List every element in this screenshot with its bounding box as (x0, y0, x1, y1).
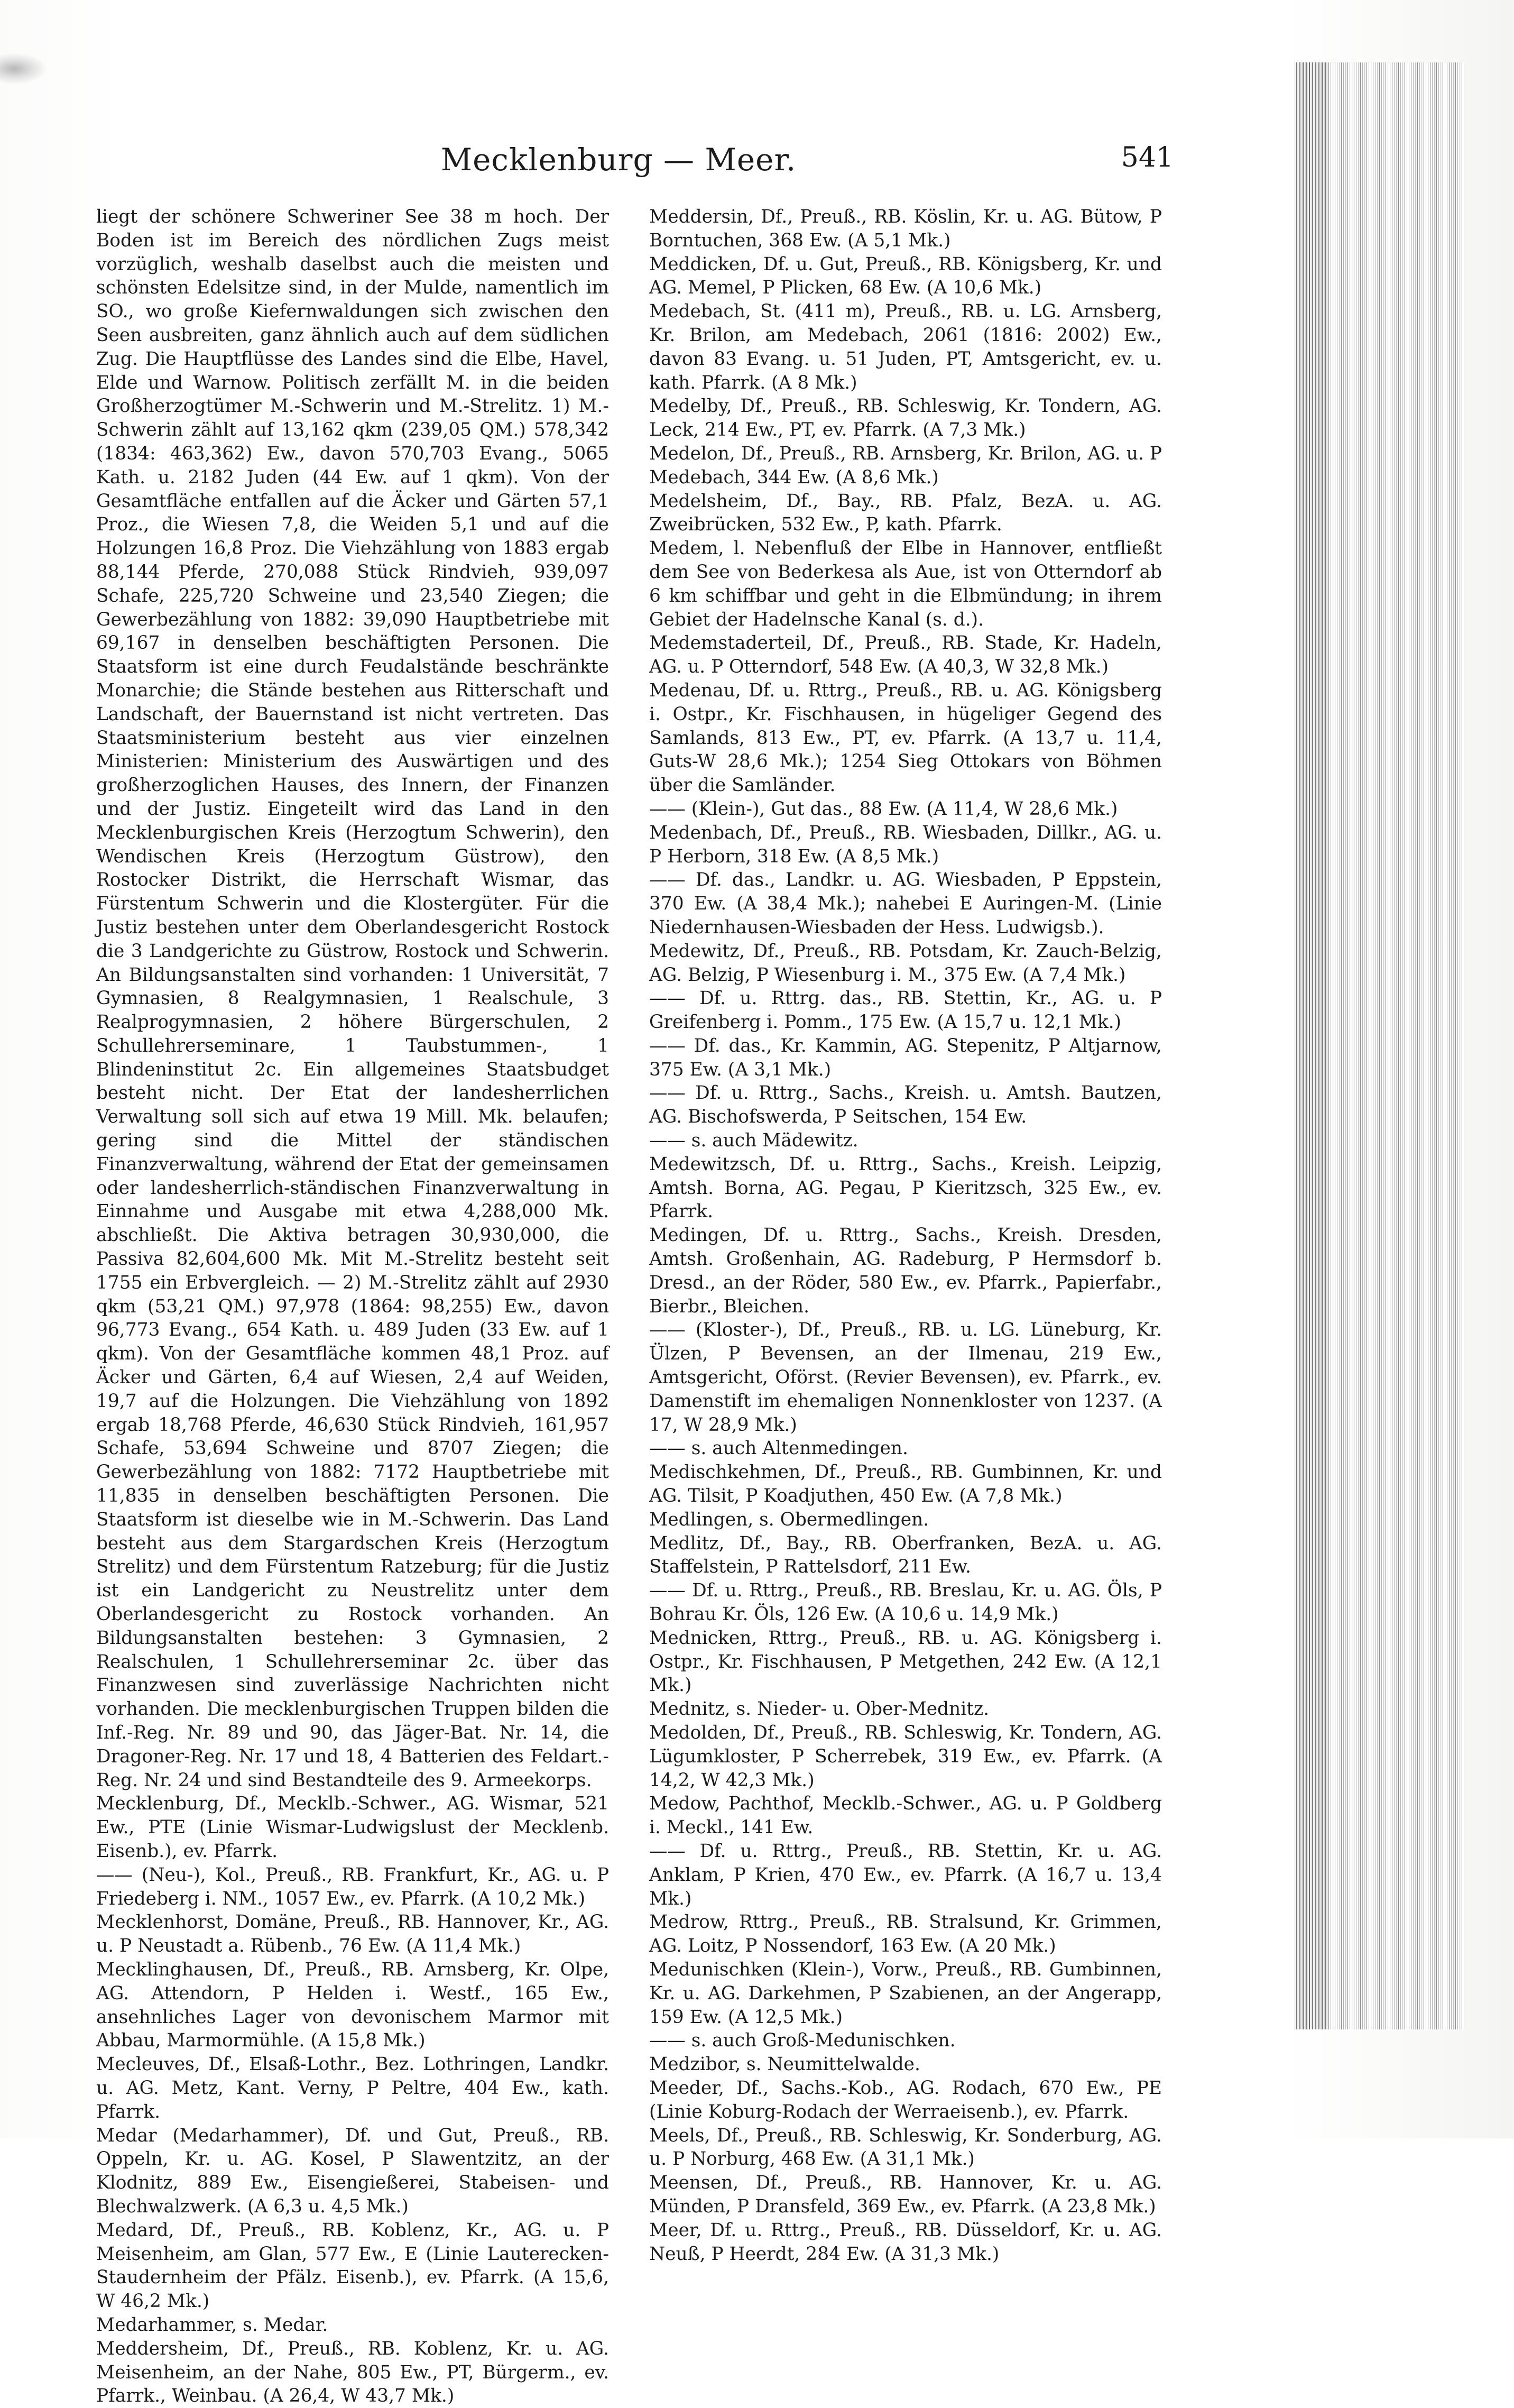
left-column-entry: Mecklinghausen, Df., Preuß., RB. Arnsberg, Kr. Olpe, AG. Attendorn, P Helden i. Westf., 165 Ew., ansehnliches Lager von devonischem Marmor mit Abbau, Marmormühle. (A 15,8 Mk.) (96, 1959, 609, 2052)
right-column-entry: Meeder, Df., Sachs.-Kob., AG. Rodach, 670 Ew., PE (Linie Koburg-Rodach der Werraeisenb.), ev. Pfarrk. (649, 2077, 1162, 2122)
right-column (649, 205, 1162, 2266)
right-column-entry: Meer, Df. u. Rttrg., Preuß., RB. Düsseldorf, Kr. u. AG. Neuß, P Heerdt, 284 Ew. (A 31,3 Mk.) (649, 2219, 1162, 2265)
left-column-entry: Medard, Df., Preuß., RB. Koblenz, Kr., AG. u. P Meisenheim, am Glan, 577 Ew., E (Linie Lauterecken-Staudernheim der Pfälz. Eisenb.), ev. Pfarrk. (A 15,6, W 46,2 Mk.) (96, 2219, 609, 2312)
left-column-entry: Mecklenburg, Df., Mecklb.-Schwer., AG. Wismar, 521 Ew., PTE (Linie Wismar-Ludwigslust der Mecklenb. Eisenb.), ev. Pfarrk. (96, 1793, 609, 1862)
right-column-entry: Medischkehmen, Df., Preuß., RB. Gumbinnen, Kr. und AG. Tilsit, P Koadjuthen, 450 Ew. (A 7,8 Mk.) (649, 1462, 1162, 1507)
right-column-entry: Medunischken (Klein-), Vorw., Preuß., RB. Gumbinnen, Kr. u. AG. Darkehmen, P Szabienen, an der Angerapp, 159 Ew. (A 12,5 Mk.) (649, 1959, 1162, 2028)
right-column-entry: Mednitz, s. Nieder- u. Ober-Mednitz. (649, 1698, 990, 1720)
right-column-entry: Meels, Df., Preuß., RB. Schleswig, Kr. Sonderburg, AG. u. P Norburg, 468 Ew. (A 31,1 Mk.) (649, 2125, 1162, 2170)
right-column-entry: Medenau, Df. u. Rttrg., Preuß., RB. u. AG. Königsberg i. Ostpr., Kr. Fischhausen, in hügeliger Gegend des Samlands, 813 Ew., PT, ev. Pfarrk. (A 13,7 u. 11,4, Guts-W 28,6 Mk.); 1254 Sieg Ottokars von Böhmen über die Samländer. (649, 679, 1162, 796)
left-column (96, 205, 609, 2408)
right-column-entry: Meensen, Df., Preuß., RB. Hannover, Kr. u. AG. Münden, P Dransfeld, 369 Ew., ev. Pfarrk. (A 23,8 Mk.) (649, 2172, 1162, 2217)
right-column-entry: —— (Klein-), Gut das., 88 Ew. (A 11,4, W 28,6 Mk.) (649, 798, 1118, 820)
right-column-entry: Medewitzsch, Df. u. Rttrg., Sachs., Kreish. Leipzig, Amtsh. Borna, AG. Pegau, P Kieritzsch, 325 Ew., ev. Pfarrk. (649, 1153, 1162, 1223)
right-column-entry: Medow, Pachthof, Mecklb.-Schwer., AG. u. P Goldberg i. Meckl., 141 Ew. (649, 1793, 1162, 1839)
right-column-entry: Medewitz, Df., Preuß., RB. Potsdam, Kr. Zauch-Belzig, AG. Belzig, P Wiesenburg i. M., 375 Ew. (A 7,4 Mk.) (649, 940, 1162, 986)
left-column-entry: Meddersheim, Df., Preuß., RB. Koblenz, Kr. u. AG. Meisenheim, an der Nahe, 805 Ew., PT, Bürgerm., ev. Pfarrk., Weinbau. (A 26,4, W 43,7 Mk.) (96, 2338, 609, 2407)
right-column-entry: Medenbach, Df., Preuß., RB. Wiesbaden, Dillkr., AG. u. P Herborn, 318 Ew. (A 8,5 Mk.) (649, 822, 1162, 867)
right-column-entry: Meddersin, Df., Preuß., RB. Köslin, Kr. u. AG. Bütow, P Borntuchen, 368 Ew. (A 5,1 Mk.) (649, 206, 1162, 251)
right-column-entry: —— (Kloster-), Df., Preuß., RB. u. LG. Lüneburg, Kr. Ülzen, P Bevensen, an der Ilmenau, 219 Ew., Amtsgericht, Oförst. (Revier Bevensen), ev. Pfarrk., ev. Damenstift im ehemaligen Nonnenkloster von 1237. (A 17, W 28,9 Mk.) (649, 1319, 1162, 1436)
left-column-entry: —— (Neu-), Kol., Preuß., RB. Frankfurt, Kr., AG. u. P Friedeberg i. NM., 1057 Ew., ev. Pfarrk. (A 10,2 Mk.) (96, 1864, 609, 1909)
left-column-entry: Medarhammer, s. Medar. (96, 2314, 328, 2336)
left-column-entry: Mecklenhorst, Domäne, Preuß., RB. Hannover, Kr., AG. u. P Neustadt a. Rübenb., 76 Ew. (A 11,4 Mk.) (96, 1911, 609, 1957)
right-column-entry: Medrow, Rttrg., Preuß., RB. Stralsund, Kr. Grimmen, AG. Loitz, P Nossendorf, 163 Ew. (A 20 Mk.) (649, 1911, 1162, 1957)
right-column-entry: Medlitz, Df., Bay., RB. Oberfranken, BezA. u. AG. Staffelstein, P Rattelsdorf, 211 Ew. (649, 1532, 1162, 1578)
right-column-entry: —— Df. das., Kr. Kammin, AG. Stepenitz, P Altjarnow, 375 Ew. (A 3,1 Mk.) (649, 1035, 1162, 1080)
right-column-entry: Medebach, St. (411 m), Preuß., RB. u. LG. Arnsberg, Kr. Brilon, am Medebach, 2061 (1816: 2002) Ew., davon 83 Evang. u. 51 Juden, PT, Amtsgericht, ev. u. kath. Pfarrk. (A 8 Mk.) (649, 301, 1162, 393)
page-number: 541 (1121, 142, 1174, 173)
right-column-entry: Medzibor, s. Neumittelwalde. (649, 2054, 920, 2075)
right-column-entry: —— Df. u. Rttrg., Preuß., RB. Stettin, Kr. u. AG. Anklam, P Krien, 470 Ew., ev. Pfarrk. (A 16,7 u. 13,4 Mk.) (649, 1840, 1162, 1909)
right-column-entry: Medelon, Df., Preuß., RB. Arnsberg, Kr. Brilon, AG. u. P Medebach, 344 Ew. (A 8,6 Mk.) (649, 443, 1162, 488)
right-column-entry: —— Df. u. Rttrg., Sachs., Kreish. u. Amtsh. Bautzen, AG. Bischofswerda, P Seitschen, 154 Ew. (649, 1082, 1162, 1128)
right-column-entry: Medemstaderteil, Df., Preuß., RB. Stade, Kr. Hadeln, AG. u. P Otterndorf, 548 Ew. (A 40,3, W 32,8 Mk.) (649, 632, 1162, 678)
left-column-entry: Medar (Medarhammer), Df. und Gut, Preuß., RB. Oppeln, Kr. u. AG. Kosel, P Slawentzitz, an der Klodnitz, 889 Ew., Eisengießerei, Stabeisen- und Blechwalzwerk. (A 6,3 u. 4,5 Mk.) (96, 2125, 609, 2217)
left-column-entry: Mecleuves, Df., Elsaß-Lothr., Bez. Lothringen, Landkr. u. AG. Metz, Kant. Verny, P Peltre, 404 Ew., kath. Pfarrk. (96, 2054, 609, 2122)
right-column-entry: —— Df. u. Rttrg., Preuß., RB. Breslau, Kr. u. AG. Öls, P Bohrau Kr. Öls, 126 Ew. (A 10,6 u. 14,9 Mk.) (649, 1580, 1162, 1625)
right-column-entry: Medingen, Df. u. Rttrg., Sachs., Kreish. Dresden, Amtsh. Großenhain, AG. Radeburg, P Hermsdorf b. Dresd., an der Röder, 580 Ew., ev. Pfarrk., Papierfabr., Bierbr., Bleichen. (649, 1225, 1162, 1317)
right-column-entry: Meddicken, Df. u. Gut, Preuß., RB. Königsberg, Kr. und AG. Memel, P Plicken, 68 Ew. (A 10,6 Mk.) (649, 253, 1162, 299)
right-column-entry: —— s. auch Altenmedingen. (649, 1438, 908, 1459)
left-column-entry: liegt der schönere Schweriner See 38 m hoch. Der Boden ist im Bereich des nördlichen Zugs meist vorzüglich, weshalb daselbst auch die meisten und schönsten Edelsitze sind, in der Mulde, namentlich im SO., wo große Kiefernwaldungen sich zwischen den Seen ausbreiten, ganz ähnlich auch auf dem südlichen Zug. Die Hauptflüsse des Landes sind die Elbe, Havel, Elde und Warnow. Politisch zerfällt M. in die beiden Großherzogtümer M.-Schwerin und M.-Strelitz. 1) M.-Schwerin zählt auf 13,162 qkm (239,05 QM.) 578,342 (1834: 463,362) Ew., davon 570,703 Evang., 5065 Kath. u. 2182 Juden (44 Ew. auf 1 qkm). Von der Gesamtfläche entfallen auf die Äcker und Gärten 57,1 Proz., die Wiesen 7,8, die Weiden 5,1 und auf die Holzungen 16,8 Proz. Die Viehzählung von 1883 ergab 88,144 Pferde, 270,088 Stück Rindvieh, 939,097 Schafe, 225,720 Schweine und 23,540 Ziegen; die Gewerbezählung von 1882: 39,090 Hauptbetriebe mit 69,167 in denselben beschäftigten Personen. Die Staatsform ist eine durch Feudalstände beschränkte Monarchie; die Stände bestehen aus Ritterschaft und Landschaft, der Bauernstand ist nicht vertreten. Das Staatsministerium besteht aus vier einzelnen Ministerien: Ministerium des Auswärtigen und des großherzoglichen Hauses, des Innern, der Finanzen und der Justiz. Eingeteilt wird das Land in den Mecklenburgischen Kreis (Herzogtum Schwerin), den Wendischen Kreis (Herzogtum Güstrow), den Rostocker Distrikt, die Herrschaft Wismar, das Fürstentum Schwerin und die Klostergüter. Für die Justiz bestehen unter dem Oberlandesgericht Rostock die 3 Landgerichte zu Güstrow, Rostock und Schwerin. An Bildungsanstalten sind vorhanden: 1 Universität, 7 Gymnasien, 8 Realgymnasien, 1 Realschule, 3 Realprogymnasien, 2 höhere Bürgerschulen, 2 Schullehrerseminare, 1 Taubstummen-, 1 Blindeninstitut 2c. Ein allgemeines Staatsbudget besteht nicht. Der Etat der landesherrlichen Verwaltung soll sich auf etwa 19 Mill. Mk. belaufen; gering sind die Mittel der ständischen Finanzverwaltung, während der Etat der gemeinsamen oder landesherrlich-ständischen Finanzverwaltung in Einnahme und Ausgabe mit etwa 4,288,000 Mk. abschließt. Die Aktiva betragen 30,930,000, die Passiva 82,604,600 Mk. Mit M.-Strelitz besteht seit 1755 ein Erbvergleich. — 2) M.-Strelitz zählt auf 2930 qkm (53,21 QM.) 97,978 (1864: 98,255) Ew., davon 96,773 Evang., 654 Kath. u. 489 Juden (33 Ew. auf 1 qkm). Von der Gesamtfläche kommen 48,1 Proz. auf Äcker und Gärten, 6,4 auf Wiesen, 2,4 auf Weiden, 19,7 auf die Holzungen. Die Viehzählung von 1892 ergab 18,768 Pferde, 46,630 Stück Rindvieh, 161,957 Schafe, 53,694 Schweine und 8707 Ziegen; die Gewerbezählung von 1882: 7172 Hauptbetriebe mit 11,835 in denselben beschäftigten Personen. Die Staatsform ist dieselbe wie in M.-Schwerin. Das Land besteht aus dem Stargardschen Kreis (Herzogtum Strelitz) und dem Fürstentum Ratzeburg; für die Justiz ist ein Landgericht zu Neustrelitz unter dem Oberlandesgericht zu Rostock vorhanden. An Bildungsanstalten bestehen: 3 Gymnasien, 2 Realschulen, 1 Schullehrerseminar 2c. über das Finanzwesen sind zuverlässige Nachrichten nicht vorhanden. Die mecklenburgischen Truppen bilden die Inf.-Reg. Nr. 89 und 90, das Jäger-Bat. Nr. 14, die Dragoner-Reg. Nr. 17 und 18, 4 Batterien des Feldart.-Reg. Nr. 24 und sind Bestandteile des 9. Armeekorps. (96, 206, 609, 1791)
page-title: Mecklenburg — Meer. (440, 142, 797, 178)
right-column-entry: Medelsheim, Df., Bay., RB. Pfalz, BezA. u. AG. Zweibrücken, 532 Ew., P, kath. Pfarrk. (649, 490, 1162, 536)
page-edge-shadow (1296, 62, 1328, 2029)
running-header (85, 142, 1174, 189)
right-column-entry: Medlingen, s. Obermedlingen. (649, 1509, 929, 1530)
right-column-entry: Medolden, Df., Preuß., RB. Schleswig, Kr. Tondern, AG. Lügumkloster, P Scherrebek, 319 Ew., ev. Pfarrk. (A 14,2, W 42,3 Mk.) (649, 1722, 1162, 1791)
scan-artifact (0, 53, 48, 85)
right-column-entry: Medelby, Df., Preuß., RB. Schleswig, Kr. Tondern, AG. Leck, 214 Ew., PT, ev. Pfarrk. (A 7,3 Mk.) (649, 396, 1162, 441)
right-column-entry: —— s. auch Mädewitz. (649, 1130, 858, 1152)
right-column-entry: —— Df. das., Landkr. u. AG. Wiesbaden, P Eppstein, 370 Ew. (A 38,4 Mk.); nahebei E Auringen-M. (Linie Niedernhausen-Wiesbaden der Hess. Ludwigsb.). (649, 869, 1162, 938)
right-column-entry: —— s. auch Groß-Medunischken. (649, 2030, 956, 2052)
right-column-entry: —— Df. u. Rttrg. das., RB. Stettin, Kr., AG. u. P Greifenberg i. Pomm., 175 Ew. (A 15,7 u. 12,1 Mk.) (649, 988, 1162, 1033)
right-column-entry: Medem, l. Nebenfluß der Elbe in Hannover, entfließt dem See von Bederkesa als Aue, ist von Otterndorf ab 6 km schiffbar und geht in die Elbmündung; in ihrem Gebiet der Hadelnsche Kanal (s. d.). (649, 538, 1162, 630)
right-column-entry: Mednicken, Rttrg., Preuß., RB. u. AG. Königsberg i. Ostpr., Kr. Fischhausen, P Metgethen, 242 Ew. (A 12,1 Mk.) (649, 1627, 1162, 1696)
